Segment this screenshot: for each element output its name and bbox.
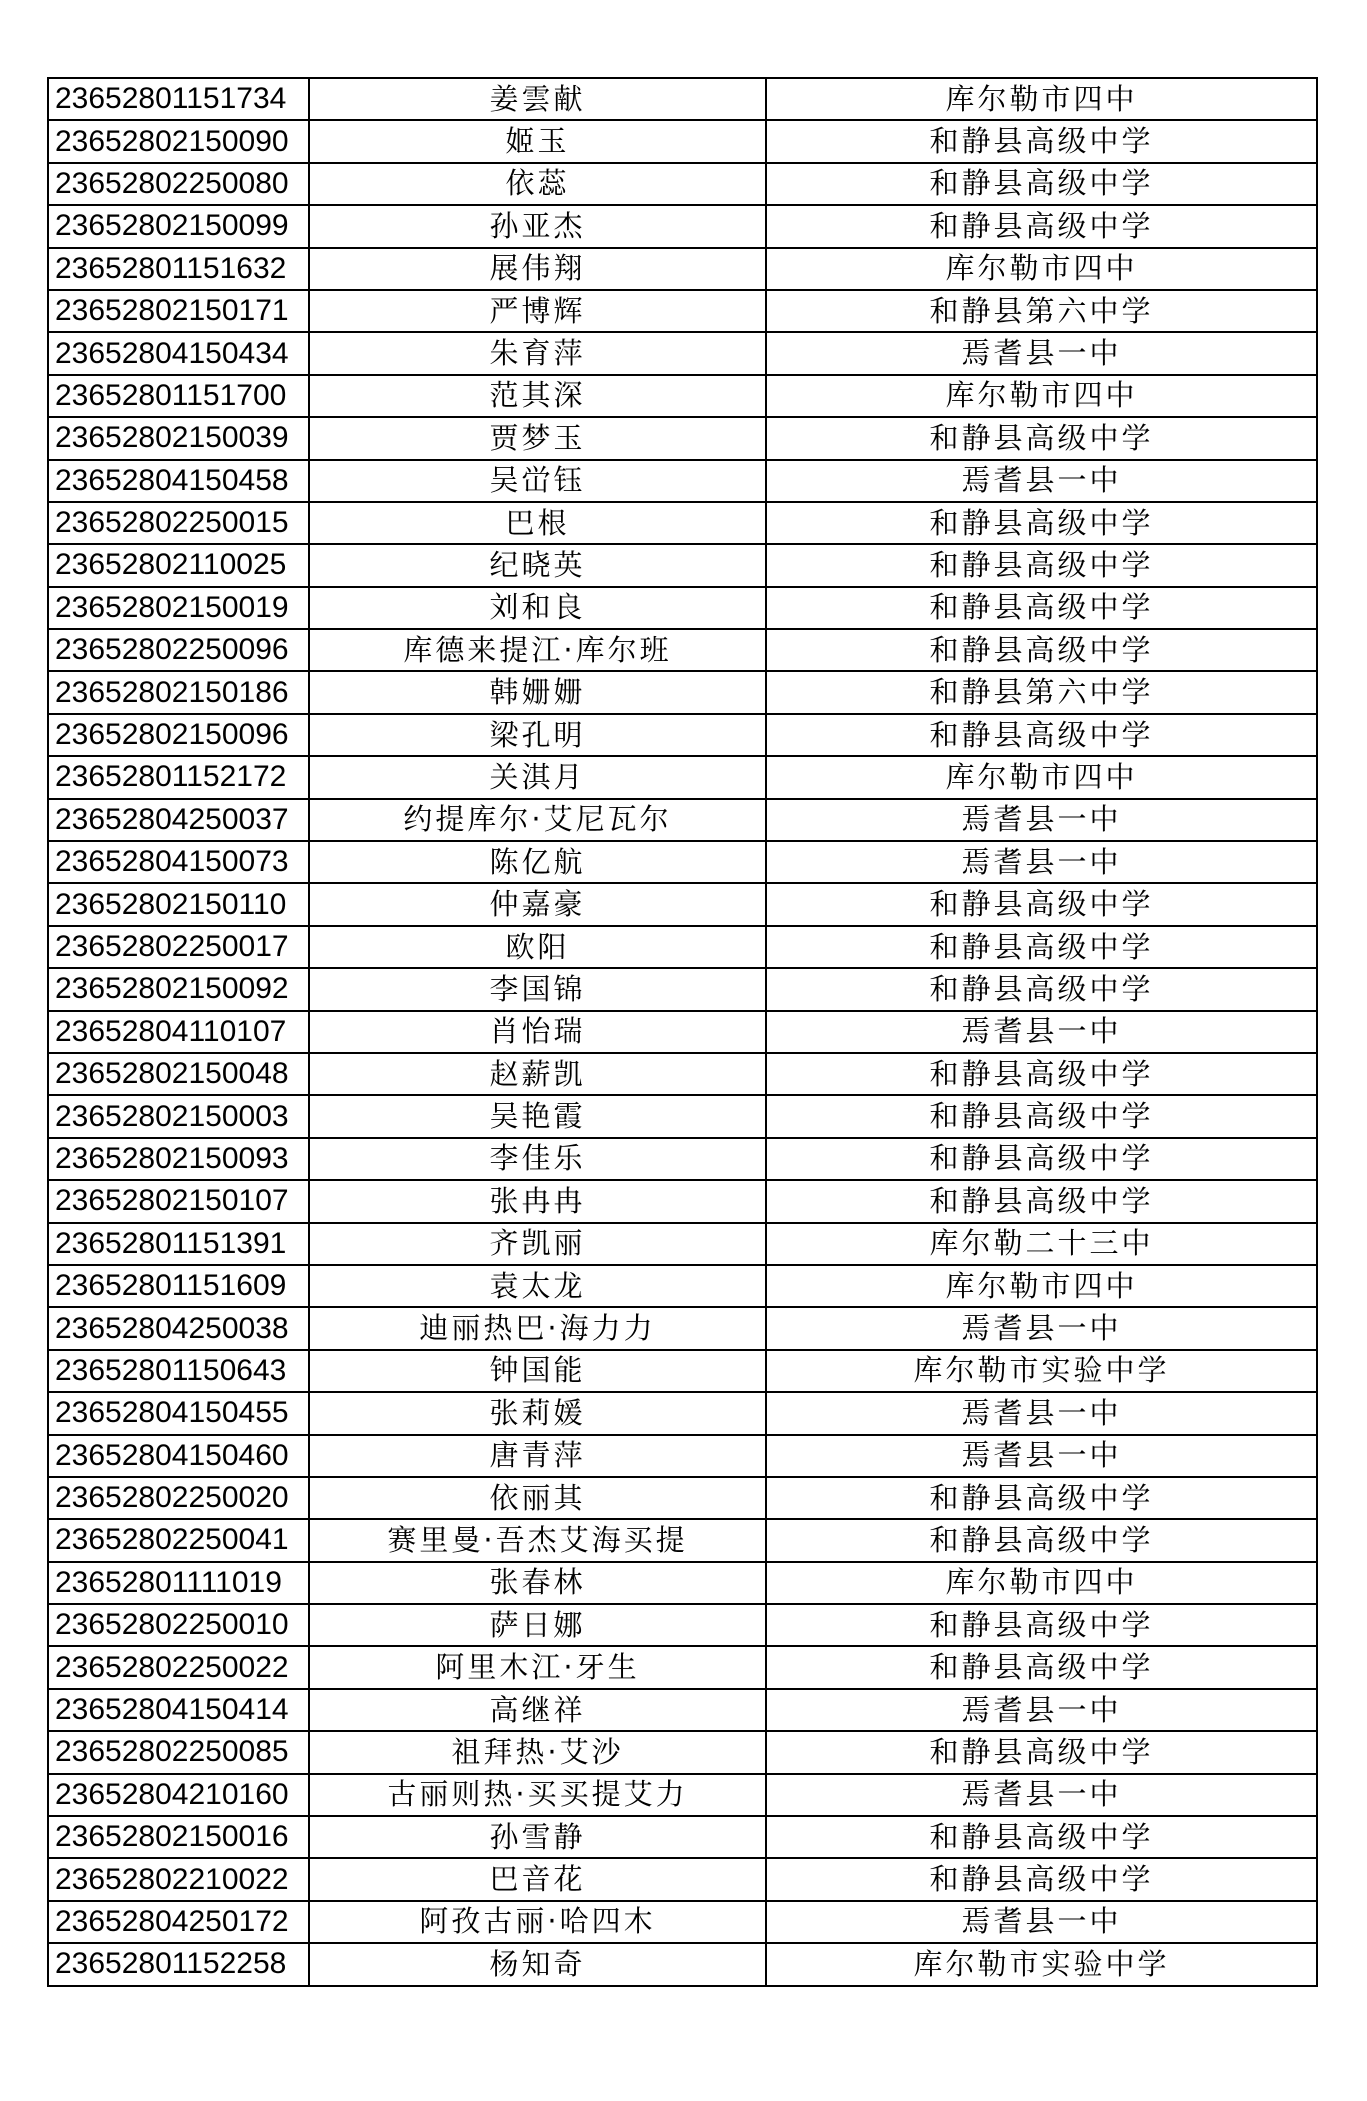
school-cell: 和静县第六中学 xyxy=(766,290,1317,332)
student-name-cell: 李佳乐 xyxy=(309,1138,766,1180)
school-cell: 和静县高级中学 xyxy=(766,883,1317,925)
school-cell: 和静县高级中学 xyxy=(766,417,1317,459)
table-row xyxy=(48,248,1317,290)
student-name-cell: 依丽其 xyxy=(309,1477,766,1519)
student-name-cell: 纪晓英 xyxy=(309,544,766,586)
student-name-cell: 孙雪静 xyxy=(309,1816,766,1858)
exam-number-cell: 23652802150019 xyxy=(48,587,309,629)
exam-number-cell: 23652802150039 xyxy=(48,417,309,459)
table-row xyxy=(48,926,1317,968)
school-cell: 焉耆县一中 xyxy=(766,1774,1317,1816)
school-cell: 库尔勒市实验中学 xyxy=(766,1350,1317,1392)
student-name-cell: 祖拜热·艾沙 xyxy=(309,1731,766,1773)
document-page xyxy=(47,77,1316,1987)
school-cell: 焉耆县一中 xyxy=(766,1689,1317,1731)
school-cell: 焉耆县一中 xyxy=(766,1901,1317,1943)
exam-number-cell: 23652801150643 xyxy=(48,1350,309,1392)
exam-number-cell: 23652801152258 xyxy=(48,1943,309,1985)
table-row xyxy=(48,1223,1317,1265)
table-row xyxy=(48,1816,1317,1858)
student-name-cell: 袁太龙 xyxy=(309,1265,766,1307)
table-row xyxy=(48,290,1317,332)
school-cell: 和静县高级中学 xyxy=(766,1519,1317,1561)
exam-number-cell: 23652801151609 xyxy=(48,1265,309,1307)
exam-number-cell: 23652804150434 xyxy=(48,332,309,374)
student-name-cell: 梁孔明 xyxy=(309,714,766,756)
student-name-cell: 张冉冉 xyxy=(309,1180,766,1222)
student-name-cell: 高继祥 xyxy=(309,1689,766,1731)
exam-number-cell: 23652801111019 xyxy=(48,1562,309,1604)
table-row xyxy=(48,756,1317,798)
school-cell: 焉耆县一中 xyxy=(766,1307,1317,1349)
student-name-cell: 阿里木江·牙生 xyxy=(309,1646,766,1688)
exam-number-cell: 23652802150016 xyxy=(48,1816,309,1858)
school-cell: 和静县高级中学 xyxy=(766,544,1317,586)
school-cell: 和静县高级中学 xyxy=(766,1138,1317,1180)
student-name-cell: 阿孜古丽·哈四木 xyxy=(309,1901,766,1943)
table-row xyxy=(48,1011,1317,1053)
school-cell: 和静县高级中学 xyxy=(766,587,1317,629)
table-row xyxy=(48,1053,1317,1095)
school-cell: 和静县高级中学 xyxy=(766,629,1317,671)
school-cell: 和静县高级中学 xyxy=(766,205,1317,247)
school-cell: 库尔勒市四中 xyxy=(766,756,1317,798)
table-row xyxy=(48,1774,1317,1816)
exam-number-cell: 23652802150107 xyxy=(48,1180,309,1222)
school-cell: 和静县高级中学 xyxy=(766,1604,1317,1646)
student-name-cell: 刘和良 xyxy=(309,587,766,629)
exam-number-cell: 23652801151632 xyxy=(48,248,309,290)
table-row xyxy=(48,1307,1317,1349)
student-name-cell: 孙亚杰 xyxy=(309,205,766,247)
exam-number-cell: 23652804150073 xyxy=(48,841,309,883)
exam-number-cell: 23652802250096 xyxy=(48,629,309,671)
table-row xyxy=(48,1180,1317,1222)
student-name-cell: 陈亿航 xyxy=(309,841,766,883)
table-row xyxy=(48,1477,1317,1519)
table-row xyxy=(48,1901,1317,1943)
student-name-cell: 赛里曼·吾杰艾海买提 xyxy=(309,1519,766,1561)
school-cell: 库尔勒市四中 xyxy=(766,375,1317,417)
student-name-cell: 吴峃钰 xyxy=(309,460,766,502)
table-row xyxy=(48,799,1317,841)
student-name-cell: 吴艳霞 xyxy=(309,1095,766,1137)
table-row xyxy=(48,1350,1317,1392)
student-name-cell: 巴根 xyxy=(309,502,766,544)
exam-number-cell: 23652804250037 xyxy=(48,799,309,841)
student-name-cell: 朱育萍 xyxy=(309,332,766,374)
student-name-cell: 贾梦玉 xyxy=(309,417,766,459)
exam-number-cell: 23652804250172 xyxy=(48,1901,309,1943)
school-cell: 和静县高级中学 xyxy=(766,1053,1317,1095)
exam-number-cell: 23652802210022 xyxy=(48,1858,309,1900)
table-row xyxy=(48,1562,1317,1604)
school-cell: 和静县高级中学 xyxy=(766,502,1317,544)
table-row xyxy=(48,417,1317,459)
exam-number-cell: 23652804250038 xyxy=(48,1307,309,1349)
student-name-cell: 李国锦 xyxy=(309,968,766,1010)
table-row xyxy=(48,460,1317,502)
table-row xyxy=(48,1392,1317,1434)
exam-number-cell: 23652802150099 xyxy=(48,205,309,247)
exam-number-cell: 23652802150093 xyxy=(48,1138,309,1180)
school-cell: 库尔勒市实验中学 xyxy=(766,1943,1317,1985)
student-name-cell: 杨知奇 xyxy=(309,1943,766,1985)
student-name-cell: 张春林 xyxy=(309,1562,766,1604)
school-cell: 和静县高级中学 xyxy=(766,1095,1317,1137)
student-name-cell: 欧阳 xyxy=(309,926,766,968)
school-cell: 焉耆县一中 xyxy=(766,1392,1317,1434)
school-cell: 和静县高级中学 xyxy=(766,1858,1317,1900)
student-name-cell: 唐青萍 xyxy=(309,1435,766,1477)
exam-number-cell: 23652802150110 xyxy=(48,883,309,925)
exam-number-cell: 23652802150003 xyxy=(48,1095,309,1137)
student-name-cell: 仲嘉豪 xyxy=(309,883,766,925)
school-cell: 焉耆县一中 xyxy=(766,460,1317,502)
table-row xyxy=(48,1689,1317,1731)
student-name-cell: 古丽则热·买买提艾力 xyxy=(309,1774,766,1816)
exam-number-cell: 23652802150048 xyxy=(48,1053,309,1095)
exam-number-cell: 23652802250015 xyxy=(48,502,309,544)
school-cell: 和静县高级中学 xyxy=(766,1646,1317,1688)
student-name-cell: 巴音花 xyxy=(309,1858,766,1900)
table-row xyxy=(48,1858,1317,1900)
table-row xyxy=(48,205,1317,247)
school-cell: 库尔勒二十三中 xyxy=(766,1223,1317,1265)
student-name-cell: 姜雲献 xyxy=(309,78,766,120)
table-row xyxy=(48,587,1317,629)
exam-number-cell: 23652804150460 xyxy=(48,1435,309,1477)
table-row xyxy=(48,1095,1317,1137)
exam-number-cell: 23652801151734 xyxy=(48,78,309,120)
table-row xyxy=(48,502,1317,544)
student-name-cell: 展伟翔 xyxy=(309,248,766,290)
school-cell: 焉耆县一中 xyxy=(766,332,1317,374)
student-name-cell: 齐凯丽 xyxy=(309,1223,766,1265)
table-row xyxy=(48,120,1317,162)
roster-table xyxy=(47,77,1318,1987)
school-cell: 和静县高级中学 xyxy=(766,926,1317,968)
table-row xyxy=(48,883,1317,925)
student-name-cell: 关淇月 xyxy=(309,756,766,798)
school-cell: 和静县第六中学 xyxy=(766,671,1317,713)
table-row xyxy=(48,1265,1317,1307)
school-cell: 和静县高级中学 xyxy=(766,714,1317,756)
table-row xyxy=(48,332,1317,374)
exam-number-cell: 23652802250020 xyxy=(48,1477,309,1519)
table-row xyxy=(48,841,1317,883)
school-cell: 库尔勒市四中 xyxy=(766,248,1317,290)
exam-number-cell: 23652802250010 xyxy=(48,1604,309,1646)
exam-number-cell: 23652802250080 xyxy=(48,163,309,205)
exam-number-cell: 23652802150090 xyxy=(48,120,309,162)
table-row xyxy=(48,968,1317,1010)
roster-table-body xyxy=(48,78,1317,1986)
exam-number-cell: 23652802150092 xyxy=(48,968,309,1010)
school-cell: 和静县高级中学 xyxy=(766,120,1317,162)
table-row xyxy=(48,1646,1317,1688)
exam-number-cell: 23652802110025 xyxy=(48,544,309,586)
table-row xyxy=(48,78,1317,120)
school-cell: 库尔勒市四中 xyxy=(766,1265,1317,1307)
table-row xyxy=(48,544,1317,586)
school-cell: 和静县高级中学 xyxy=(766,1180,1317,1222)
student-name-cell: 约提库尔·艾尼瓦尔 xyxy=(309,799,766,841)
student-name-cell: 钟国能 xyxy=(309,1350,766,1392)
student-name-cell: 萨日娜 xyxy=(309,1604,766,1646)
school-cell: 和静县高级中学 xyxy=(766,1816,1317,1858)
student-name-cell: 库德来提江·库尔班 xyxy=(309,629,766,671)
table-row xyxy=(48,1519,1317,1561)
table-row xyxy=(48,629,1317,671)
table-row xyxy=(48,1604,1317,1646)
table-row xyxy=(48,1138,1317,1180)
table-row xyxy=(48,714,1317,756)
student-name-cell: 范其深 xyxy=(309,375,766,417)
school-cell: 和静县高级中学 xyxy=(766,968,1317,1010)
school-cell: 和静县高级中学 xyxy=(766,1731,1317,1773)
exam-number-cell: 23652801151391 xyxy=(48,1223,309,1265)
school-cell: 焉耆县一中 xyxy=(766,1435,1317,1477)
table-row xyxy=(48,1435,1317,1477)
student-name-cell: 肖怡瑞 xyxy=(309,1011,766,1053)
school-cell: 焉耆县一中 xyxy=(766,799,1317,841)
exam-number-cell: 23652802250041 xyxy=(48,1519,309,1561)
table-row xyxy=(48,163,1317,205)
exam-number-cell: 23652802250017 xyxy=(48,926,309,968)
exam-number-cell: 23652804150458 xyxy=(48,460,309,502)
exam-number-cell: 23652802250022 xyxy=(48,1646,309,1688)
student-name-cell: 依蕊 xyxy=(309,163,766,205)
student-name-cell: 严博辉 xyxy=(309,290,766,332)
table-row xyxy=(48,671,1317,713)
student-name-cell: 韩姗姗 xyxy=(309,671,766,713)
table-row xyxy=(48,1943,1317,1985)
table-row xyxy=(48,375,1317,417)
exam-number-cell: 23652804110107 xyxy=(48,1011,309,1053)
exam-number-cell: 23652801151700 xyxy=(48,375,309,417)
exam-number-cell: 23652802250085 xyxy=(48,1731,309,1773)
exam-number-cell: 23652802150186 xyxy=(48,671,309,713)
exam-number-cell: 23652804210160 xyxy=(48,1774,309,1816)
school-cell: 和静县高级中学 xyxy=(766,1477,1317,1519)
exam-number-cell: 23652802150171 xyxy=(48,290,309,332)
student-name-cell: 赵薪凯 xyxy=(309,1053,766,1095)
school-cell: 和静县高级中学 xyxy=(766,163,1317,205)
exam-number-cell: 23652802150096 xyxy=(48,714,309,756)
student-name-cell: 姬玉 xyxy=(309,120,766,162)
table-row xyxy=(48,1731,1317,1773)
school-cell: 焉耆县一中 xyxy=(766,1011,1317,1053)
exam-number-cell: 23652801152172 xyxy=(48,756,309,798)
exam-number-cell: 23652804150455 xyxy=(48,1392,309,1434)
student-name-cell: 迪丽热巴·海力力 xyxy=(309,1307,766,1349)
school-cell: 库尔勒市四中 xyxy=(766,1562,1317,1604)
exam-number-cell: 23652804150414 xyxy=(48,1689,309,1731)
student-name-cell: 张莉媛 xyxy=(309,1392,766,1434)
school-cell: 库尔勒市四中 xyxy=(766,78,1317,120)
school-cell: 焉耆县一中 xyxy=(766,841,1317,883)
